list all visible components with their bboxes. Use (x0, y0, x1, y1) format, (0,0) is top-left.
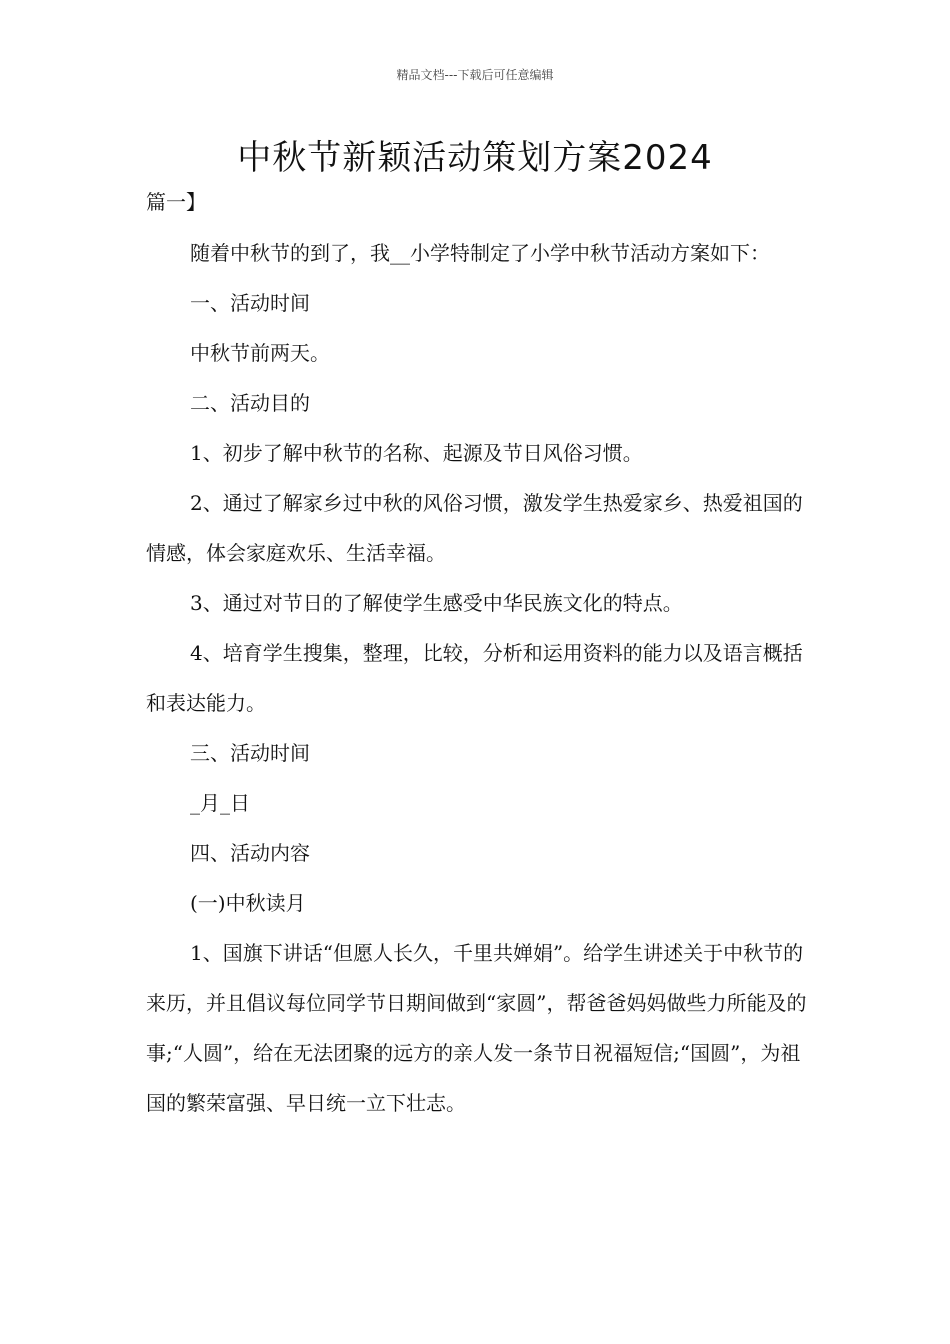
document-body (146, 228, 816, 1128)
paragraph: 3、通过对节日的了解使学生感受中华民族文化的特点。 (190, 591, 683, 615)
paragraph: 二、活动目的 (190, 391, 310, 415)
paragraph: 四、活动内容 (190, 841, 310, 865)
paragraph: _月_日 (190, 791, 250, 815)
document-title: 中秋节新颖活动策划方案2024 (237, 138, 713, 178)
paragraph: 2、通过了解家乡过中秋的风俗习惯，激发学生热爱家乡、热爱祖国的情感，体会家庭欢乐、生活幸福。 (146, 491, 803, 565)
paragraph: 随着中秋节的到了，我__小学特制定了小学中秋节活动方案如下： (190, 241, 770, 265)
paragraph: 1、初步了解中秋节的名称、起源及节日风俗习惯。 (190, 441, 643, 465)
paragraph: 4、培育学生搜集，整理，比较，分析和运用资料的能力以及语言概括和表达能力。 (146, 641, 803, 715)
paragraph: 一、活动时间 (190, 291, 310, 315)
section-label: 篇一】 (146, 190, 206, 214)
header-note: 精品文档---下载后可任意编辑 (396, 68, 554, 82)
paragraph: 中秋节前两天。 (190, 341, 330, 365)
paragraph: 1、国旗下讲话“但愿人长久，千里共婵娟”。给学生讲述关于中秋节的来历，并且倡议每位同学节日期间做到“家圆”，帮爸爸妈妈做些力所能及的事;“人圆”，给在无法团聚的远方的亲人发一条节日祝福短信;“国圆”，为祖国的繁荣富强、早日统一立下壮志。 (146, 941, 807, 1115)
paragraph: 三、活动时间 (190, 741, 310, 765)
paragraph: (一)中秋读月 (190, 891, 306, 915)
